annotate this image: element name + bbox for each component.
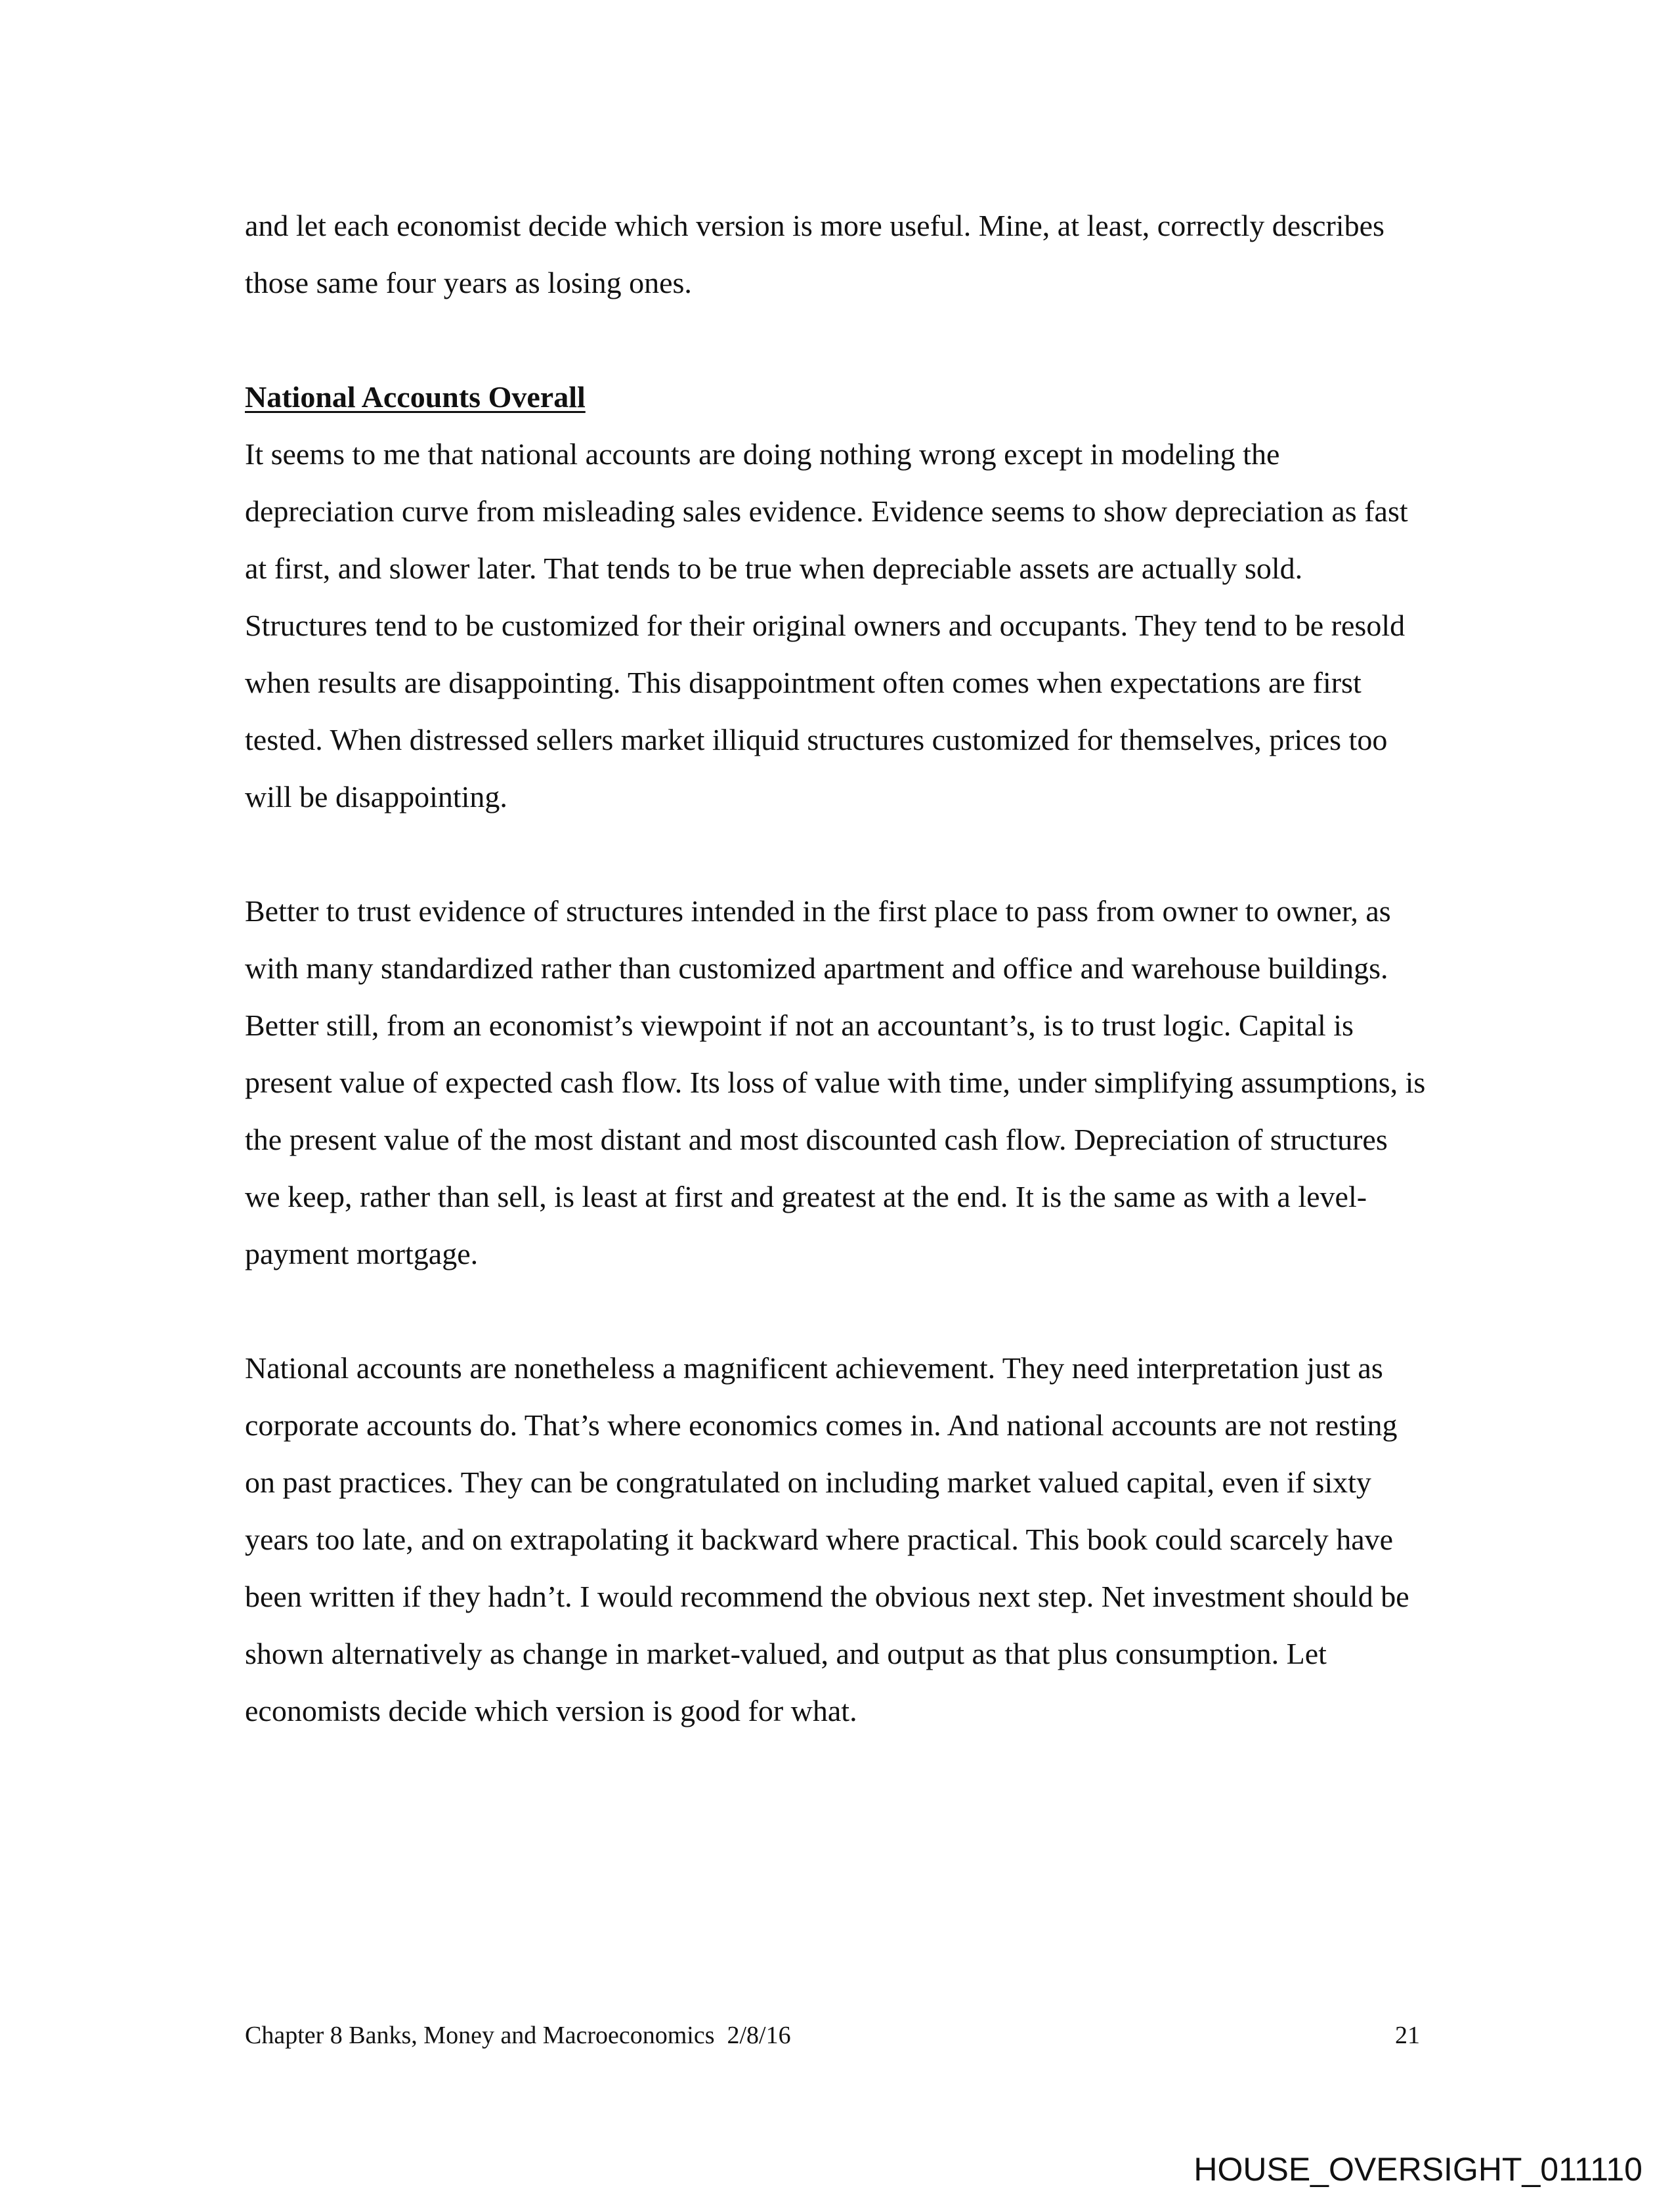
spacer — [245, 1282, 1427, 1339]
document-body — [245, 197, 1427, 1739]
paragraph-2: Better to trust evidence of structures intended in the first place to pass from owner to owner, as with many standardized rather than customized apartment and office and warehouse buildings. Better still, from an economist’s viewpoint if not an accountant’s, is to trust logic. Capital is present value of expected cash flow. Its loss of value with time, under simplifying assumptions, is the present value of the most distant and most discounted cash flow. Depreciation of structures we keep, rather than sell, is least at first and greatest at the end. It is the same as with a level-payment mortgage. — [245, 894, 1426, 1270]
section-heading: National Accounts Overall — [245, 380, 586, 414]
page-number: 21 — [1395, 2022, 1420, 2049]
paragraph-1: It seems to me that national accounts are doing nothing wrong except in modeling the depreciation curve from misleading sales evidence. Evidence seems to show depreciation as fast at first, and slower later. That tends to be true when depreciable assets are actually sold. Structures tend to be customized for their original owners and occupants. They tend to be resold when results are disappointing. This disappointment often comes when expectations are first tested. When distressed sellers market illiquid structures customized for themselves, prices too will be disappointing. — [245, 437, 1408, 813]
intro-paragraph: and let each economist decide which version is more useful. Mine, at least, correctly describes those same four years as losing ones. — [245, 209, 1384, 299]
spacer — [245, 825, 1427, 882]
bates-stamp: HOUSE_OVERSIGHT_011110 — [1193, 2151, 1642, 2188]
paragraph-3: National accounts are nonetheless a magnificent achievement. They need interpretation just as corporate accounts do. That’s where economics comes in. And national accounts are not resting on past practices. They can be congratulated on including market valued capital, even if sixty years too late, and on extrapolating it backward where practical. This book could scarcely have been written if they hadn’t. I would recommend the obvious next step. Net investment should be shown alternatively as change in market-valued, and output as that plus consumption. Let economists decide which version is good for what. — [245, 1351, 1409, 1727]
spacer — [245, 311, 1427, 368]
page-footer — [245, 2021, 1420, 2050]
running-title: Chapter 8 Banks, Money and Macroeconomics 2/8/16 — [245, 2022, 791, 2049]
